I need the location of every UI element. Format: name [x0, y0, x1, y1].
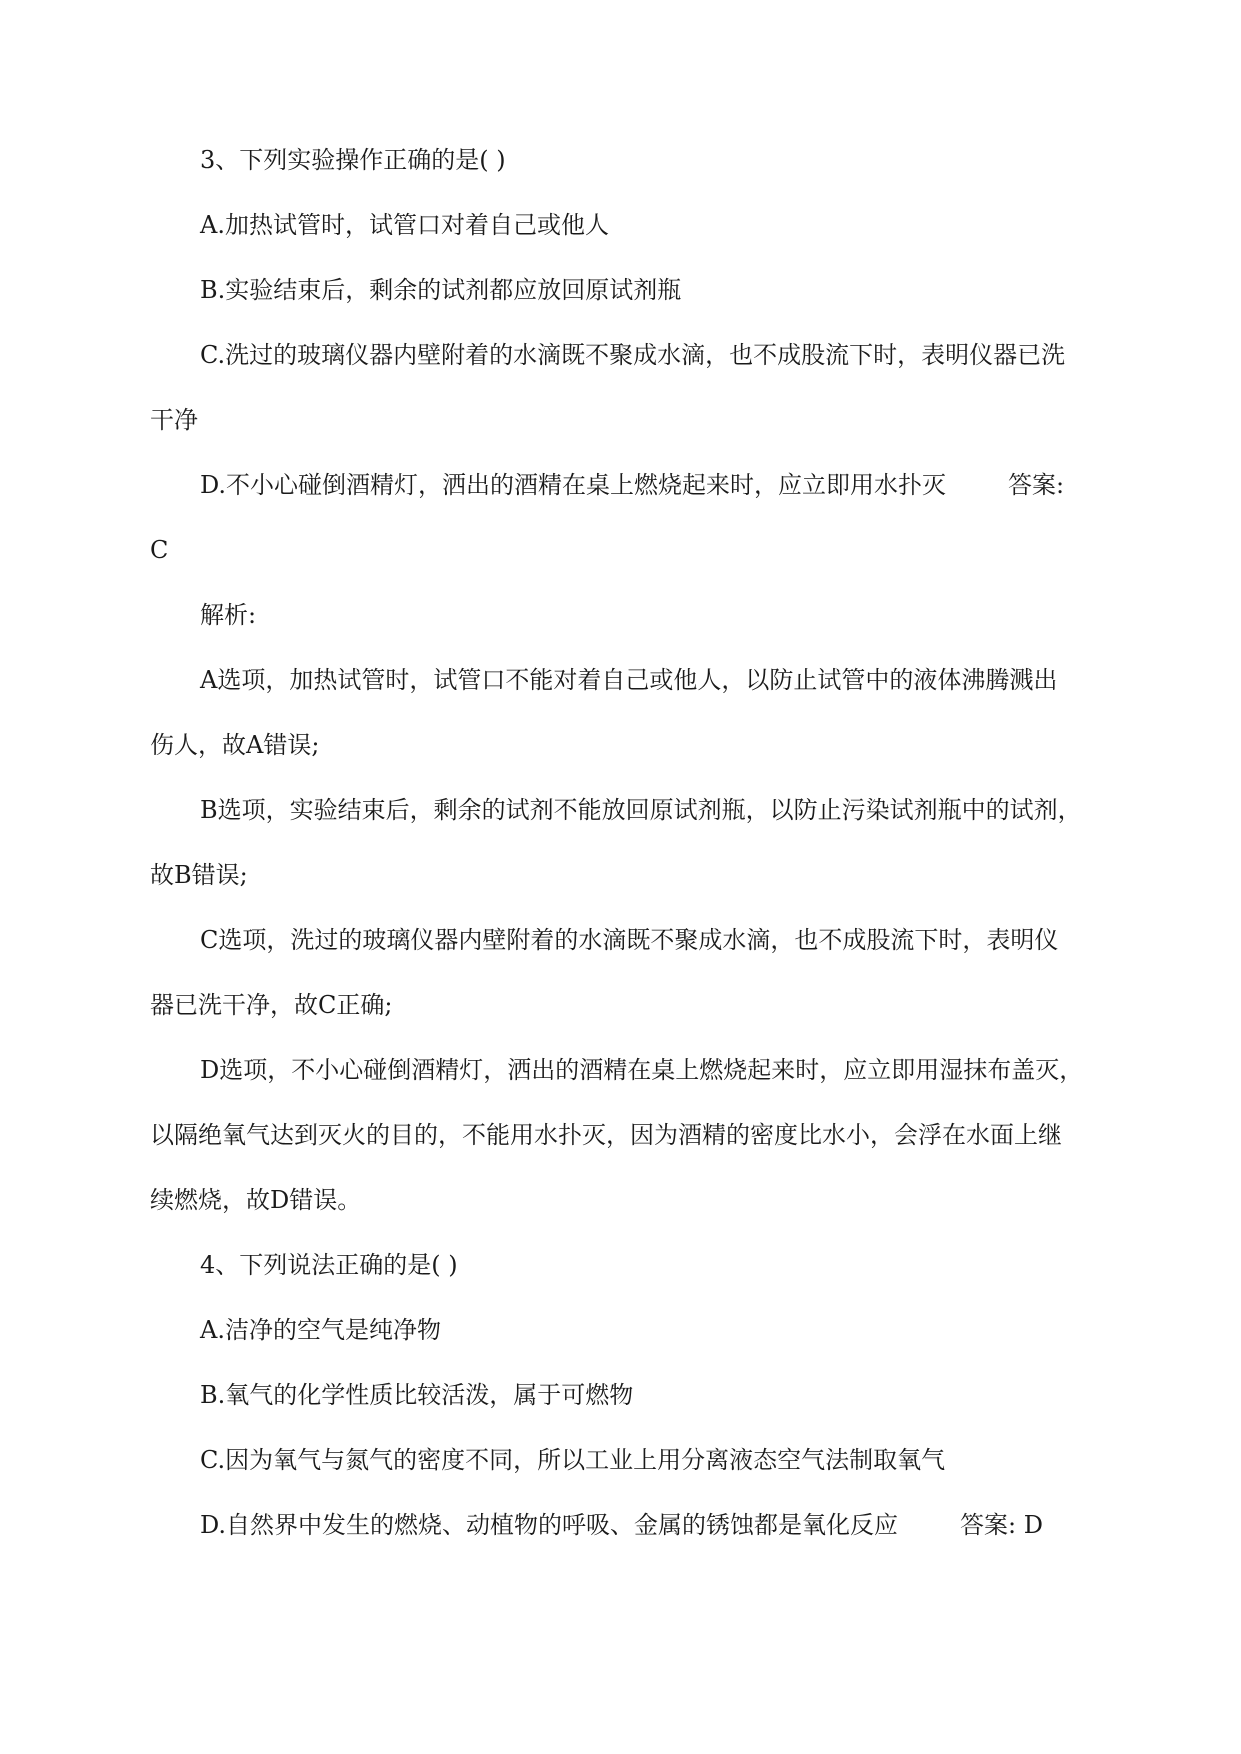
q3-analysis-a-line2: 伤人，故A错误;	[150, 731, 320, 759]
q3-option-d-text: D.不小心碰倒酒精灯，洒出的酒精在桌上燃烧起来时，应立即用水扑灭	[200, 471, 947, 499]
q3-option-c-line2: 干净	[150, 406, 198, 434]
q3-analysis-c-line1: C选项，洗过的玻璃仪器内壁附着的水滴既不聚成水滴，也不成股流下时，表明仪	[200, 926, 1059, 954]
q4-option-b: B.氧气的化学性质比较活泼，属于可燃物	[200, 1381, 634, 1409]
q4-option-c: C.因为氧气与氮气的密度不同，所以工业上用分离液态空气法制取氧气	[200, 1446, 946, 1474]
q3-option-b: B.实验结束后，剩余的试剂都应放回原试剂瓶	[200, 276, 682, 304]
q3-analysis-b-line1: B选项，实验结束后，剩余的试剂不能放回原试剂瓶，以防止污染试剂瓶中的试剂，	[200, 796, 1082, 824]
q3-analysis-b-line2: 故B错误;	[150, 861, 248, 889]
q4-answer: 答案: D	[960, 1511, 1043, 1539]
q4-option-d	[150, 1509, 1100, 1541]
q3-answer-value: C	[150, 536, 169, 564]
q3-analysis-d-line3: 续燃烧，故D错误。	[150, 1186, 362, 1214]
document-page	[150, 144, 1100, 1541]
q3-stem: 3、下列实验操作正确的是( )	[200, 146, 506, 174]
q3-analysis-c-line2: 器已洗干净，故C正确;	[150, 991, 393, 1019]
q4-option-a: A.洁净的空气是纯净物	[200, 1316, 441, 1344]
q3-answer-label: 答案:	[1008, 471, 1065, 499]
q3-analysis-d-line2: 以隔绝氧气达到灭火的目的，不能用水扑灭，因为酒精的密度比水小，会浮在水面上继	[150, 1121, 1062, 1149]
q3-option-c-line1: C.洗过的玻璃仪器内壁附着的水滴既不聚成水滴，也不成股流下时，表明仪器已洗	[200, 341, 1066, 369]
q3-analysis-a-line1: A选项，加热试管时，试管口不能对着自己或他人，以防止试管中的液体沸腾溅出	[200, 666, 1058, 694]
q3-option-d	[150, 469, 1100, 501]
q4-stem: 4、下列说法正确的是( )	[200, 1251, 458, 1279]
q3-option-a: A.加热试管时，试管口对着自己或他人	[200, 211, 609, 239]
q4-option-d-text: D.自然界中发生的燃烧、动植物的呼吸、金属的锈蚀都是氧化反应	[200, 1511, 899, 1539]
q3-analysis-d-line1: D选项，不小心碰倒酒精灯，洒出的酒精在桌上燃烧起来时，应立即用湿抹布盖灭，	[200, 1056, 1084, 1084]
q3-analysis-title: 解析:	[200, 601, 257, 629]
